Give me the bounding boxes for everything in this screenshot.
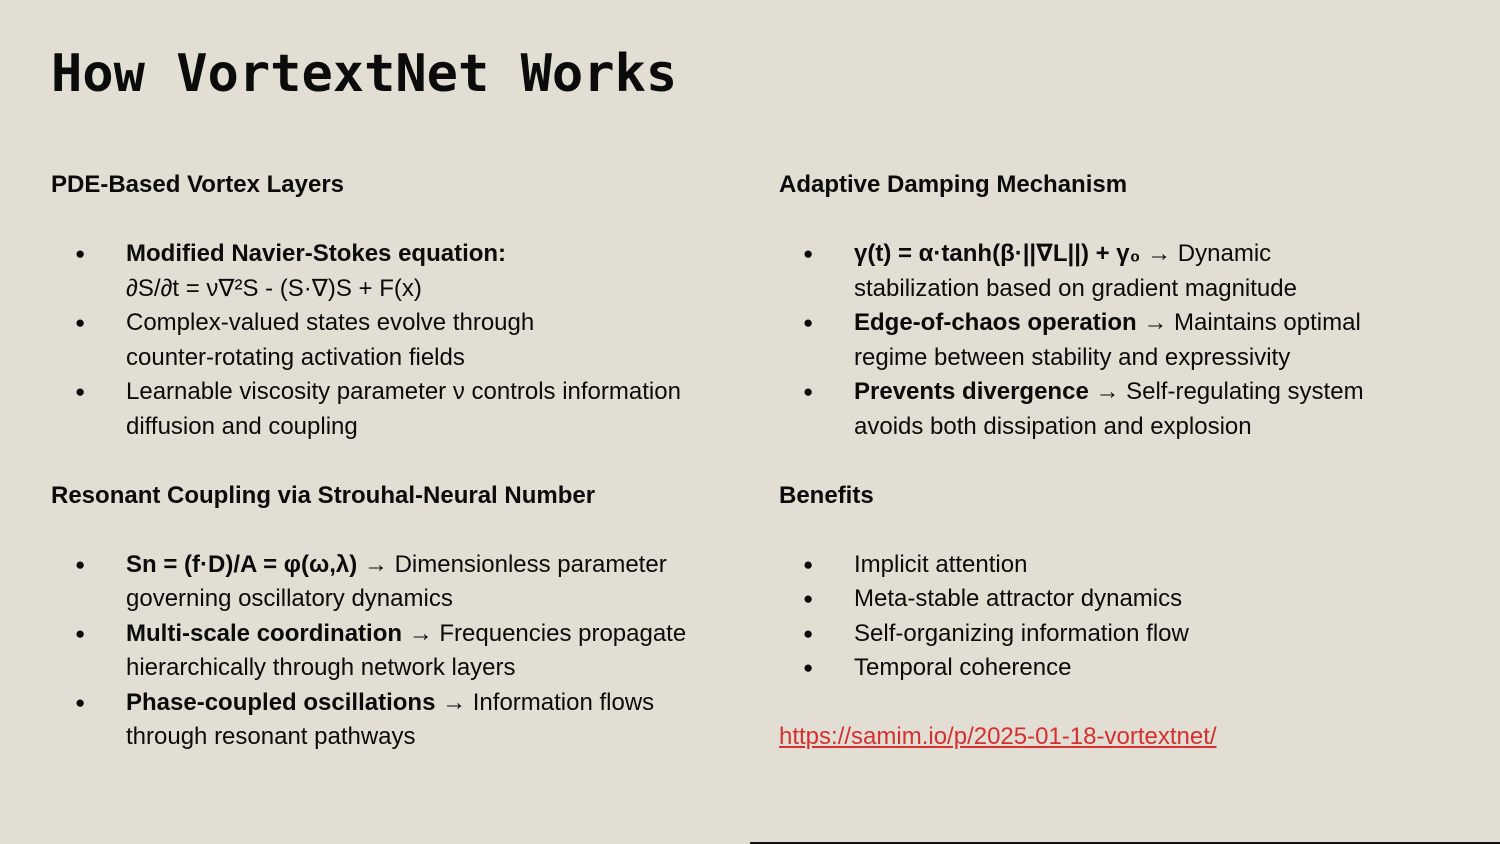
bullet-bold-text: γ(t) = α·tanh(β·||∇L||) + γ₀ →: [854, 240, 1172, 267]
bullet-text: → Frequencies propagate: [402, 619, 687, 647]
bullet-text: governing oscillatory dynamics: [126, 585, 453, 612]
benefits-bullet-list: [779, 548, 1469, 686]
bullet-bold-text: Phase-coupled oscillations: [126, 688, 436, 716]
list-item: ● Implicit attention: [779, 548, 1469, 583]
list-item: [51, 306, 761, 375]
list-item: [51, 617, 761, 686]
bullet-text: through resonant pathways: [126, 723, 416, 750]
bullet-text: Self-regulating system: [1119, 378, 1364, 405]
list-item: [51, 237, 761, 306]
resonant-bullet-list: [51, 548, 761, 755]
list-item: ● Temporal coherence: [779, 651, 1469, 686]
benefits-section: [779, 479, 1469, 686]
list-item: ● Meta-stable attractor dynamics: [779, 582, 1469, 617]
bullet-text: Dynamic: [1171, 240, 1272, 267]
list-item: [51, 686, 761, 755]
damping-bullet-list: [779, 237, 1469, 444]
pde-bullet-list: [51, 237, 761, 444]
bullet-text: regime between stability and expressivity: [854, 343, 1291, 371]
list-item: [779, 306, 1469, 375]
damping-section: [779, 168, 1469, 444]
right-column: [779, 168, 1469, 755]
benefits-heading: Benefits: [779, 481, 874, 509]
bullet-text: ● Complex-valued states evolve through: [126, 309, 535, 336]
resonant-section: [51, 479, 761, 755]
bullet-text: avoids both dissipation and explosion: [854, 412, 1252, 440]
list-item: [779, 237, 1469, 306]
bullet-text: stabilization based on gradient magnitude: [854, 274, 1297, 302]
left-column: [51, 168, 761, 755]
bullet-bold-text: Prevents divergence →: [854, 378, 1120, 405]
pde-heading: PDE-Based Vortex Layers: [51, 171, 345, 198]
bullet-text: counter-rotating activation fields: [126, 343, 465, 371]
bullet-bold-text: Sn = (f·D)/A = φ(ω,λ): [126, 550, 358, 578]
list-item: [51, 375, 761, 444]
resonant-heading: Resonant Coupling via Strouhal-Neural Number: [51, 481, 596, 509]
list-item: [779, 375, 1469, 444]
source-link[interactable]: https://samim.io/p/2025-01-18-vortextnet/: [779, 723, 1217, 750]
bullet-text: ● Learnable viscosity parameter ν controls information: [126, 378, 681, 405]
bullet-text: diffusion and coupling: [126, 412, 358, 440]
equation-text: ∂S/∂t = ν∇²S - (S·∇)S + F(x): [126, 274, 422, 302]
bullet-text: Maintains optimal: [1167, 309, 1361, 336]
list-item: ● Self-organizing information flow: [779, 617, 1469, 652]
bullet-text: → Information flows: [435, 688, 655, 716]
bullet-bold-text: Edge-of-chaos operation →: [854, 309, 1168, 336]
pde-section: [51, 168, 761, 444]
slide-title: How VortextNet Works: [51, 44, 678, 104]
list-item: [51, 548, 761, 617]
bullet-text: hierarchically through network layers: [126, 654, 516, 681]
bullet-text: → Dimensionless parameter: [357, 550, 667, 578]
bullet-bold-text: ● Modified Navier-Stokes equation:: [126, 240, 507, 267]
bullet-bold-text: Multi-scale coordination: [126, 619, 403, 647]
damping-heading: Adaptive Damping Mechanism: [779, 171, 1128, 198]
